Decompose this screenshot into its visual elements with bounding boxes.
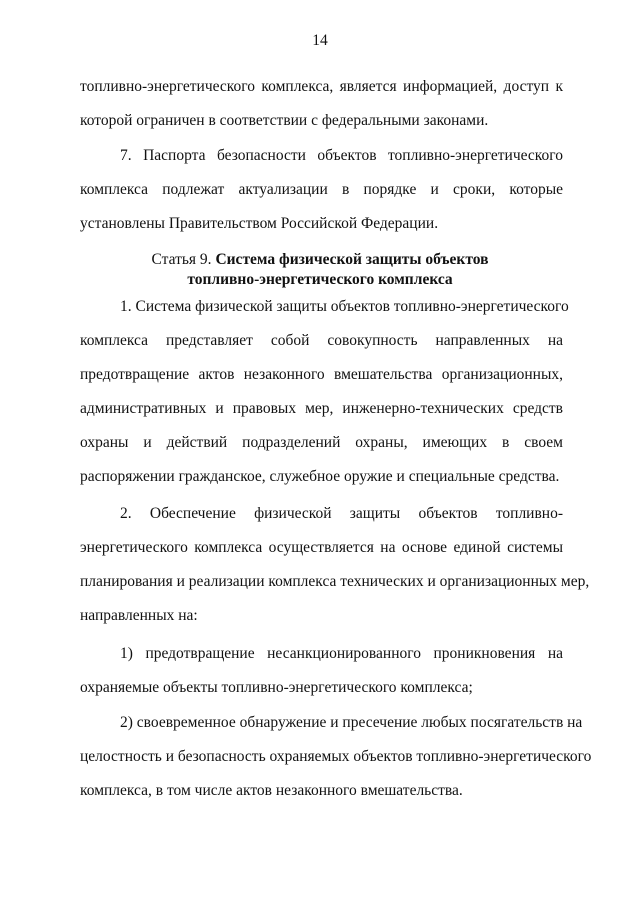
text-line: установлены Правительством Российской Федерации.: [80, 215, 439, 232]
text-line: направленных на:: [80, 607, 198, 624]
text-line: которой ограничен в соответствии с федеральными законами.: [80, 112, 489, 129]
text-line: 2. Обеспечение физической защиты объектов топливно-: [120, 505, 563, 522]
text-line: планирования и реализации комплекса технических и организационных мер,: [80, 573, 590, 590]
text-line: охраняемые объекты топливно-энергетического комплекса;: [80, 679, 473, 696]
article-title-line-1: Система физической защиты объектов: [215, 251, 489, 268]
paragraph-continuation: [80, 70, 563, 138]
text-line: охраны и действий подразделений охраны, имеющих в своем: [80, 434, 563, 451]
text-line: энергетического комплекса осуществляется на основе единой системы: [80, 539, 563, 556]
text-line: топливно-энергетического комплекса, является информацией, доступ к: [80, 78, 563, 95]
text-line: целостность и безопасность охраняемых объектов топливно-энергетического: [80, 748, 592, 765]
text-line: 7. Паспорта безопасности объектов топливно-энергетического: [120, 147, 563, 164]
paragraph-2: [80, 497, 590, 633]
text-line: 2) своевременное обнаружение и пресечение любых посягательств на: [120, 714, 583, 731]
text-line: 1. Система физической защиты объектов топливно-энергетического: [120, 298, 569, 315]
text-line: предотвращение актов незаконного вмешательства организационных,: [80, 366, 563, 383]
article-heading: [0, 250, 640, 290]
article-number: Статья 9.: [151, 251, 212, 268]
text-line: комплекса, в том числе актов незаконного вмешательства.: [80, 782, 463, 799]
text-line: распоряжении гражданское, служебное оружие и специальные средства.: [80, 468, 560, 485]
list-item-1: [80, 637, 563, 705]
text-line: комплекса представляет собой совокупность направленных на: [80, 332, 563, 349]
list-item-2: [80, 706, 592, 808]
paragraph-7: [80, 139, 563, 241]
text-line: комплекса подлежат актуализации в порядке и сроки, которые: [80, 181, 563, 198]
text-line: 1) предотвращение несанкционированного проникновения на: [120, 645, 563, 662]
page-number: 14: [312, 32, 328, 49]
article-title-line-2: топливно-энергетического комплекса: [187, 271, 453, 288]
paragraph-1: [80, 290, 569, 494]
text-line: административных и правовых мер, инженерно-технических средств: [80, 400, 563, 417]
